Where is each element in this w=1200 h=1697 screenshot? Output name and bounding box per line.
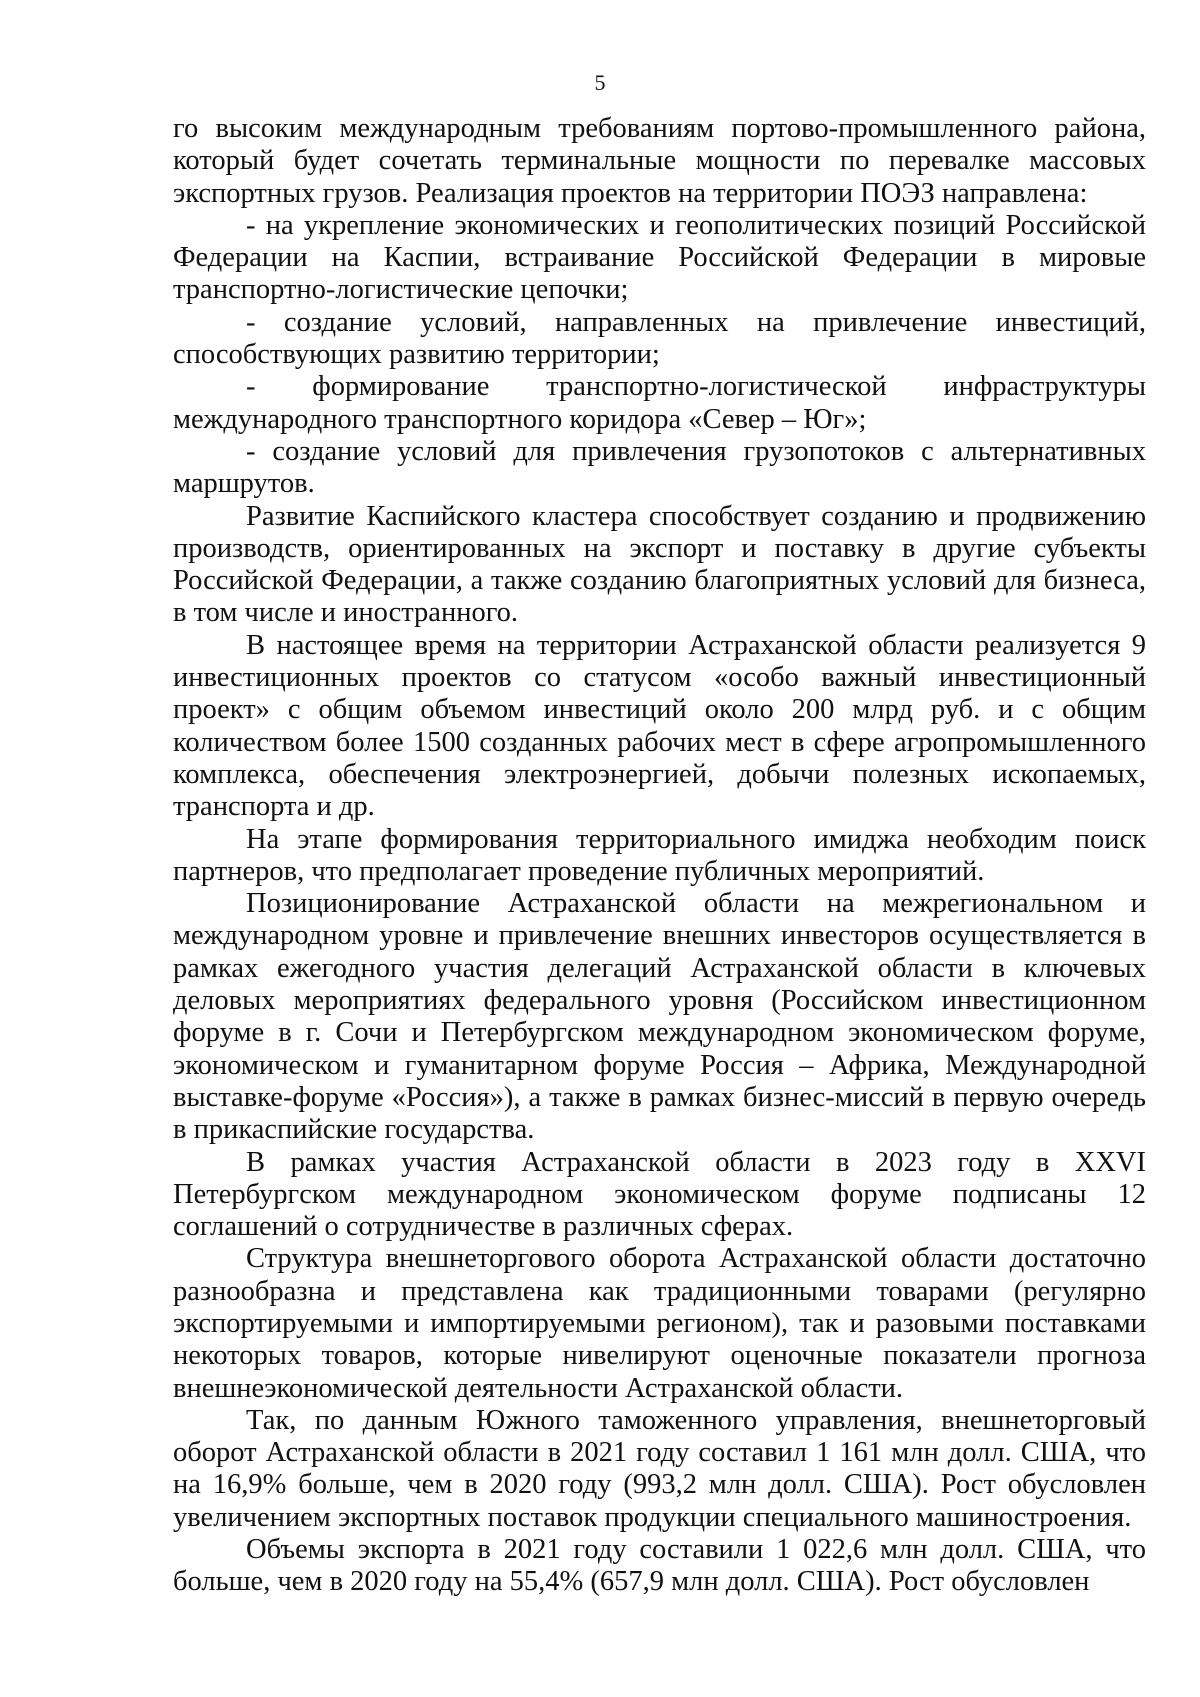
paragraph-spief-agreements: В рамках участия Астраханской области в 2023 году в XXVI Петербургском международном экономическом форуме подписаны 12 соглашений о сотрудничестве в различных сферах. [173,1146,1146,1243]
list-item-investment: - создание условий, направленных на привлечение инвестиций, способствующих развитию территории; [173,306,1146,371]
list-item-geopolitics: - на укрепление экономических и геополитических позиций Российской Федерации на Каспии, встраивание Российской Федерации в мировые транспортно-логистические цепочки; [173,209,1146,306]
paragraph-caspian-cluster: Развитие Каспийского кластера способствует созданию и продвижению производств, ориентированных на экспорт и поставку в другие субъекты Российской Федерации, а также созданию благоприятных условий для бизнеса, в том числе и иностранного. [173,500,1146,629]
paragraph-positioning: Позиционирование Астраханской области на межрегиональном и международном уровне и привлечение внешних инвесторов осуществляется в рамках ежегодного участия делегаций Астраханской области в ключевых деловых мероприятиях федерального уровня (Российском инвестиционном форуме в г. Сочи и Петербургском международном экономическом форуме, экономическом и гуманитарном форуме Россия – Африка, Международной выставке-форуме «Россия»), а также в рамках бизнес-миссий в первую очередь в прикаспийские государства. [173,888,1146,1146]
document-body [173,113,1146,1599]
paragraph-trade-structure: Структура внешнеторгового оборота Астраханской области достаточно разнообразна и представлена как традиционными товарами (регулярно экспортируемыми и импортируемыми регионом), так и разовыми поставками некоторых товаров, которые нивелируют оценочные показатели прогноза внешнеэкономической деятельности Астраханской области. [173,1243,1146,1404]
paragraph-continuation: го высоким международным требованиям портово-промышленного района, который будет сочетать терминальные мощности по перевалке массовых экспортных грузов. Реализация проектов на территории ПОЭЗ направлена: [173,113,1146,209]
list-item-infrastructure: - формирование транспортно-логистической инфраструктуры международного транспортного коридора «Север – Юг»; [173,371,1146,435]
paragraph-trade-turnover: Так, по данным Южного таможенного управления, внешнеторговый оборот Астраханской области в 2021 году составил 1 161 млн долл. США, что на 16,9% больше, чем в 2020 году (993,2 млн долл. США). Рост обусловлен увеличением экспортных поставок продукции специального машиностроения. [173,1404,1146,1533]
page-number: 5 [594,70,606,95]
list-item-cargo-flows: - создание условий для привлечения грузопотоков с альтернативных маршрутов. [173,435,1146,500]
paragraph-export-volumes: Объемы экспорта в 2021 году составили 1 022,6 млн долл. США, что больше, чем в 2020 году на 55,4% (657,9 млн долл. США). Рост обусловлен [173,1534,1146,1598]
paragraph-territorial-image: На этапе формирования территориального имиджа необходим поиск партнеров, что предполагает проведение публичных мероприятий. [173,823,1146,887]
paragraph-investment-projects: В настоящее время на территории Астраханской области реализуется 9 инвестиционных проектов со статусом «особо важный инвестиционный проект» с общим объемом инвестиций около 200 млрд руб. и с общим количеством более 1500 созданных рабочих мест в сфере агропромышленного комплекса, обеспечения электроэнергией, добычи полезных ископаемых, транспорта и др. [173,629,1146,823]
